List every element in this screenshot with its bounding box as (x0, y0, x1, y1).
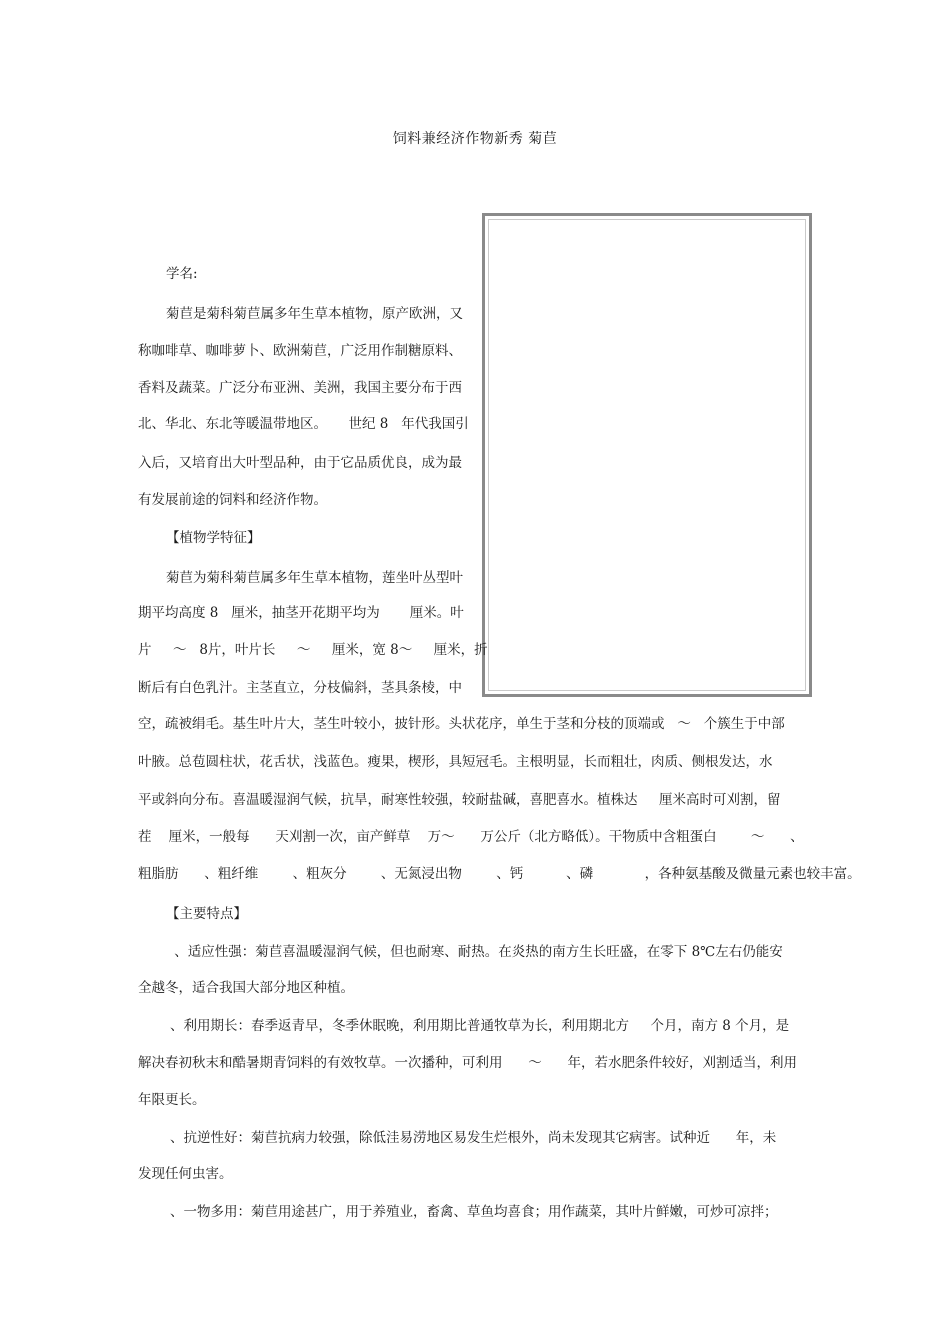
text-line: 平或斜向分布。喜温暖湿润气候，抗旱，耐寒性较强，较耐盐碱，喜肥喜水。植株达 厘米高时可刈割，留 (138, 792, 781, 808)
text-line: 年限更长。 (138, 1092, 206, 1108)
text-line: 菊苣是菊科菊苣属多年生草本植物，原产欧洲，又 (166, 306, 463, 322)
text-line: 断后有白色乳汁。主茎直立，分枝偏斜，茎具条棱，中 (138, 680, 462, 696)
text-line: 期平均高度 8 厘米，抽茎开花期平均为 厘米。叶 (138, 605, 464, 621)
text-line: 茬 厘米，一般每 天刈割一次，亩产鲜草 万～ 万公斤（北方略低）。干物质中含粗蛋白 ～ 、 (138, 829, 804, 845)
text-line: 入后，又培育出大叶型品种，由于它品质优良，成为最 (138, 455, 462, 471)
text-line: 叶腋。总苞圆柱状，花舌状，浅蓝色。瘦果，楔形，具短冠毛。主根明显，长而粗壮，肉质、侧根发达，水 (138, 754, 773, 770)
text-line: 、抗逆性好：菊苣抗病力较强，除低洼易涝地区易发生烂根外，尚未发现其它病害。试种近 年，未 (170, 1130, 777, 1146)
figure-placeholder (482, 213, 812, 697)
page-title: 饲料兼经济作物新秀 菊苣 (392, 131, 558, 147)
text-line: 全越冬，适合我国大部分地区种植。 (138, 980, 354, 996)
text-line: 称咖啡草、咖啡萝卜、欧洲菊苣，广泛用作制糖原料、 (138, 343, 462, 359)
text-line: 【植物学特征】 (166, 530, 261, 546)
text-line: 菊苣为菊科菊苣属多年生草本植物，莲坐叶丛型叶 (166, 570, 463, 586)
text-line: 学名: (166, 266, 198, 282)
text-line: 片 ～ 8片，叶片长 ～ 厘米，宽 8～ 厘米，折 (138, 642, 488, 658)
text-line: 空，疏被绢毛。基生叶片大，茎生叶较小，披针形。头状花序，单生于茎和分枝的顶端或 ～ 个簇生于中部 (138, 716, 785, 732)
text-line: 发现任何虫害。 (138, 1166, 233, 1182)
text-line: 有发展前途的饲料和经济作物。 (138, 492, 327, 508)
text-line: 、一物多用：菊苣用途甚广，用于养殖业，畜禽、草鱼均喜食；用作蔬菜，其叶片鲜嫩，可炒可凉拌； (170, 1204, 778, 1220)
text-line: 粗脂肪 、粗纤维 、粗灰分 、无氮浸出物 、钙 、磷 ，各种氨基酸及微量元素也较丰富。 (138, 866, 861, 882)
text-line: 北、华北、东北等暖温带地区。 世纪 8 年代我国引 (138, 416, 469, 432)
text-line: 、适应性强：菊苣喜温暖湿润气候，但也耐寒、耐热。在炎热的南方生长旺盛，在零下 8℃左右仍能安 (170, 944, 783, 960)
text-line: 香料及蔬菜。广泛分布亚洲、美洲，我国主要分布于西 (138, 380, 462, 396)
text-line: 解决春初秋末和酷暑期青饲料的有效牧草。一次播种，可利用 ～ 年，若水肥条件较好，刈割适当，利用 (138, 1055, 797, 1071)
text-line: 【主要特点】 (166, 906, 247, 922)
text-line: 、利用期长：春季返青早，冬季休眠晚，利用期比普通牧草为长，利用期北方 个月，南方 8 个月，是 (170, 1018, 790, 1034)
